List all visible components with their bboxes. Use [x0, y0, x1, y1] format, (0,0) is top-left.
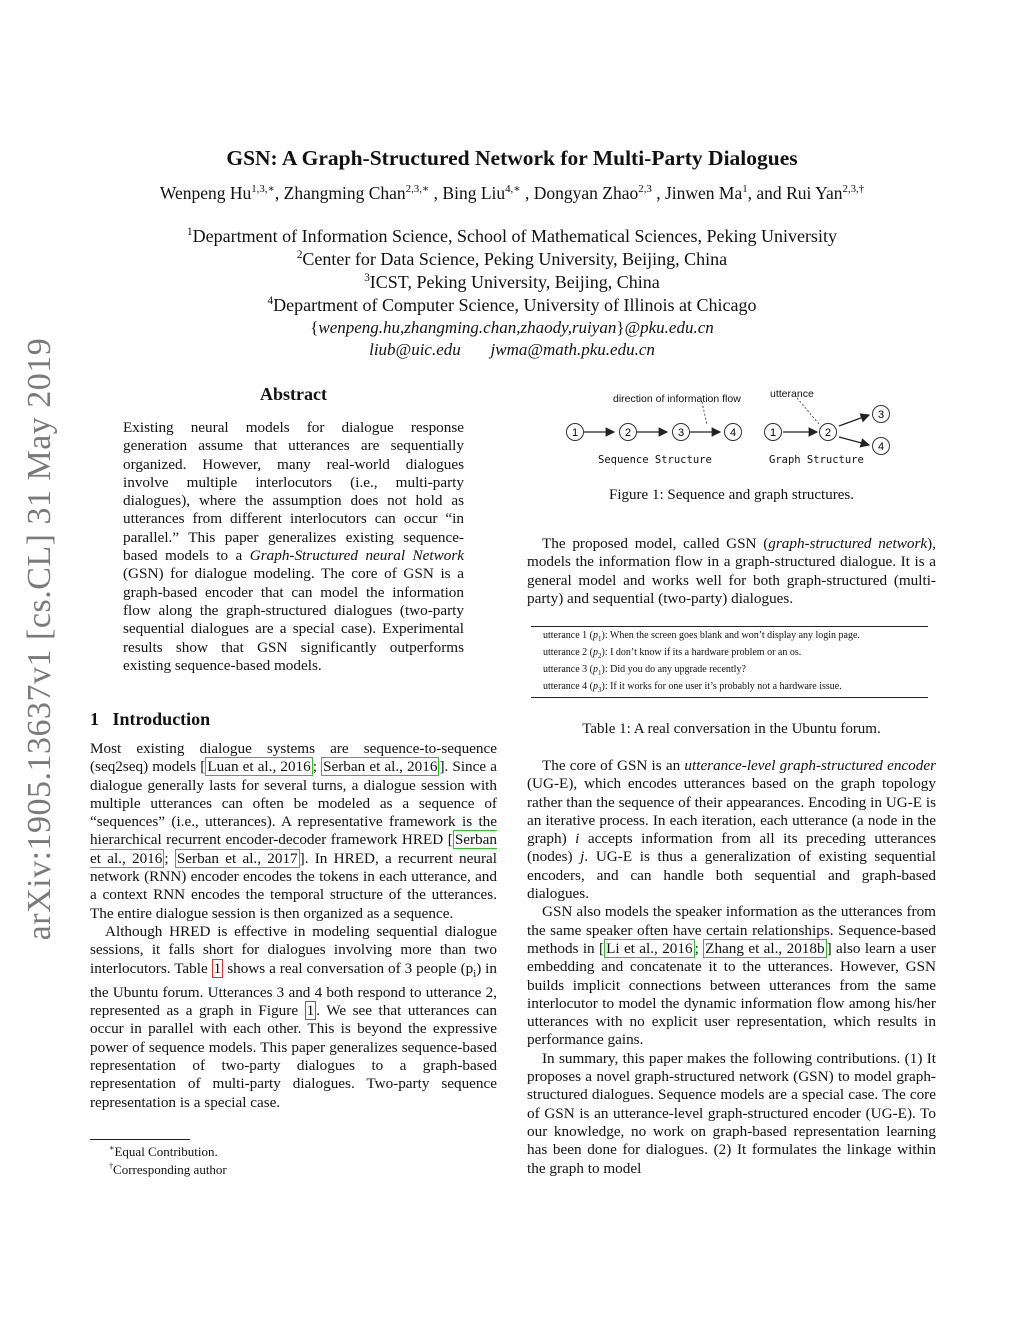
- citation-link[interactable]: Luan et al., 2016: [207, 758, 311, 776]
- table-1: [543, 627, 860, 695]
- table-row: utterance 3 $(p_1)$: Did you do any upgrade recently?: [543, 664, 746, 677]
- figure-1-diagram: [527, 380, 936, 470]
- table-bottom-rule: [531, 697, 928, 698]
- figure-1-caption: Figure 1: Sequence and graph structures.: [609, 487, 854, 503]
- table-row: utterance 2 $(p_2)$: I don’t know if its a hardware problem or an os.: [543, 647, 802, 660]
- svg-text:1: 1: [769, 427, 777, 439]
- author: Dongyan Zhao: [533, 183, 639, 203]
- author: Rui Yan: [786, 183, 843, 203]
- intro-heading: 1 Introduction: [90, 709, 211, 729]
- svg-text:2: 2: [624, 427, 632, 439]
- table-1-caption: Table 1: A real conversation in the Ubuntu forum.: [582, 721, 881, 737]
- graph-node: [820, 424, 837, 441]
- flow-arrow: [839, 415, 869, 426]
- graph-structure-label: Graph Structure: [769, 454, 864, 466]
- citation-link[interactable]: Li et al., 2016: [606, 939, 693, 957]
- affiliation: $^3$ICST, Peking University, Beijing, China: [364, 272, 660, 292]
- author: Bing Liu: [442, 183, 506, 203]
- seq-node: [725, 424, 742, 441]
- figure-ref-link[interactable]: 1: [306, 1002, 315, 1020]
- paper-title: GSN: A Graph-Structured Network for Multi-Party Dialogues: [226, 146, 798, 170]
- citation-link[interactable]: Zhang et al., 2018b: [705, 939, 825, 957]
- citation-link[interactable]: Serban et al., 2016: [323, 758, 438, 776]
- utterance-label: utterance: [770, 388, 814, 400]
- abstract-heading: Abstract: [260, 384, 327, 404]
- graph-node: [765, 424, 782, 441]
- author: Zhangming Chan: [283, 183, 406, 203]
- pointer-line: [702, 402, 707, 425]
- pointer-line: [797, 398, 819, 424]
- citation-link[interactable]: Serban et al., 2016: [90, 831, 497, 867]
- graph-node: [873, 406, 890, 423]
- email-line-1: {wenpeng.hu,zhangming.chan,zhaody,ruiyan}@pku.edu.cn: [310, 318, 714, 337]
- sequence-structure-label: Sequence Structure: [598, 454, 712, 466]
- affiliation: $^4$Department of Computer Science, University of Illinois at Chicago: [267, 295, 757, 315]
- author: Jinwen Ma: [664, 183, 743, 203]
- table-row: utterance 1 $(p_1)$: When the screen goes blank and won’t display any login page.: [543, 630, 860, 643]
- author-list: Wenpeng $Hu^{1,3,∗}$, Zhangming Chan$^{2,3,∗}$ , Bing Liu$^{4,∗}$ , Dongyan Zhao$^{2,3}$ , Jinwen Ma$^1$, and Rui Yan$^{2,3,\dagger}$: [159, 183, 865, 203]
- svg-text:2: 2: [824, 427, 832, 439]
- gsn-intro-paragraph: The proposed model, called GSN (graph-structured network), models the information flow in a graph-structured dialogue. It is a general model and works well for both graph-structured (multi-party) and sequential (two-party) dialogues.: [527, 535, 936, 607]
- seq-node: [567, 424, 584, 441]
- citation-link[interactable]: Serban et al., 2017: [176, 849, 298, 867]
- email-line-2: liub@uic.edu jwma@math.pku.edu.cn: [369, 340, 655, 359]
- right-column-body: The core of GSN is an utterance-level graph-structured encoder (UG-E), which encodes utterances based on the graph topology rather than the sequence of their appearances. Encoding in UG-E is an iterative process. In each iteration, each utterance (a node in the graph) i accepts information from all its preceding utterances (nodes) j. UG-E is thus a generalization of existing sequential encoders, and can handle both sequential and graph-based dialogues. GSN also models the speaker information as the utterances from the same speaker often have certain relationships. Sequence-based methods in [ Li et al., 2016 ; Zhang et al., 2018b ] also learn a user embedding and concatenate it to the utterances. However, GSN builds implicit connections between utterances from the same interlocutor to model the dynamic information flow among his/her utterances with no explicit user representation, which results in performance gains. In summary, this paper makes the following contributions. (1) It proposes a novel graph-structured network (GSN) to model graph-structured dialogues. Sequence models are a special case. The core of GSN is an utterance-level graph-structured encoder (UG-E). To our knowledge, no work on graph-based representation learning has been done for dialogues. (2) It formulates the linkage within the graph to model: [527, 757, 936, 1177]
- intro-body: Most existing dialogue systems are sequence-to-sequence (seq2seq) models [ Luan et al., 2016 ; Serban et al., 2016 ]. Since a dialogue generally lasts for several turns, a dialogue session with multiple utterances can often be modeled as a sequence of “sequences” (i.e., utterances). A representative framework is the hierarchical recurrent encoder-decoder framework HRED [ Serban et al., 2016 ; Serban et al., 2017 ]. In HRED, a recurrent neural network (RNN) encoder encodes the tokens in each utterance, and a context RNN encodes the temporal structure of the utterances. The entire dialogue session is then organized as a sequence. Although HRED is effective in modeling sequential dialogue sessions, it falls short for dialogues involving more than two interlocutors. Table 1 shows a real conversation of 3 people $(p_i)$ in the Ubuntu forum. Utterances 3 and 4 both respond to utterance 2, represented as a graph in Figure 1 . We see that utterances can occur in parallel with each other. This is beyond the expressive power of sequence models. This paper generalizes sequence-based representation of two-party dialogues to a graph-based representation of multi-party dialogues. Two-party sequence representation is a special case.: [90, 740, 497, 1111]
- footnote-rule: [90, 1139, 190, 1140]
- seq-node: [620, 424, 637, 441]
- footnote: ∗Equal Contribution.: [109, 1143, 218, 1159]
- svg-text:1: 1: [571, 427, 579, 439]
- author: Wenpeng Hu: [159, 183, 252, 203]
- footnote: †Corresponding author: [109, 1161, 227, 1177]
- svg-text:4: 4: [729, 427, 737, 439]
- graph-node: [873, 438, 890, 455]
- svg-text:4: 4: [877, 441, 885, 453]
- table-row: utterance 4 $(p_3)$: If it works for one user it’s probably not a hardware issue.: [543, 681, 842, 694]
- svg-text:3: 3: [677, 427, 685, 439]
- seq-node: [673, 424, 690, 441]
- arxiv-stamp: arXiv:1905.13637v1 [cs.CL] 31 May 2019: [21, 337, 58, 941]
- flow-arrow: [839, 437, 869, 445]
- affiliation: $^1$Department of Information Science, School of Mathematical Sciences, Peking University: [187, 226, 837, 246]
- abstract-body: Existing neural models for dialogue response generation assume that utterances are sequentially organized. However, many real-world dialogues involve multiple interlocutors (i.e., multi-party dialogues), where the assumption does not hold as utterances from different interlocutors can occur “in parallel.” This paper generalizes existing sequence-based models to a Graph-Structured neural Network (GSN) for dialogue modeling. The core of GSN is a graph-based encoder that can model the information flow along the graph-structured dialogues (two-party sequential dialogues are a special case). Experimental results show that GSN significantly outperforms existing sequence-based models.: [123, 419, 465, 674]
- table-ref-link[interactable]: 1: [213, 959, 222, 977]
- affiliation: $^2$Center for Data Science, Peking University, Beijing, China: [296, 249, 728, 269]
- flow-label: direction of information flow: [613, 393, 741, 405]
- svg-text:3: 3: [877, 409, 885, 421]
